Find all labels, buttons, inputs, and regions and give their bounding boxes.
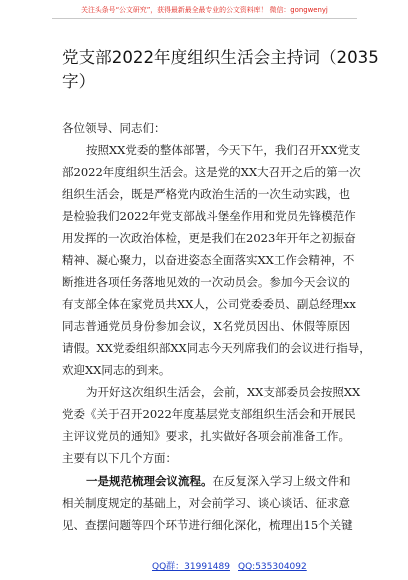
body-line: 相关制度规定的基础上，对会前学习、谈心谈话、征求意 [62,496,350,510]
body-line: 断推进各项任务落地见效的一次动员会。参加今天会议的 [62,275,350,289]
body-line: 请假。XX党委组织部XX同志今天列席我们的会议进行指导， [62,341,371,355]
footer-qq-group: QQ群：31991489 [152,562,230,572]
body-line: 党委《关于召开2022年度基层党支部组织生活会和开展民 [62,407,356,421]
body-line [86,473,350,489]
body-line: 精神、凝心聚力，以奋进姿态全面落实XX工作会精神，不 [62,253,355,267]
body-line: 是检验我们2022年党支部战斗堡垒作用和党员先锋模范作 [62,209,356,223]
section-heading: 一是规范梳理会议流程。 [86,474,213,488]
body-line: 主要有以下几个方面： [62,451,177,465]
body-line: 为开好这次组织生活会，会前，XX支部委员会按照XX [86,385,361,399]
footer-qq: QQ:535304092 [238,562,307,572]
body-line-text: 在反复深入学习上级文件和 [212,474,351,488]
document-title-line: 字） [62,72,96,91]
body-line: 欢迎XX同志的到来。 [62,363,171,377]
body-line: 按照XX党委的整体部署，今天下午，我们召开XX党支 [86,143,361,157]
body-line: 用发挥的一次政治体检，更是我们在2023年开年之初振奋 [62,231,356,245]
body-line: 见、查摆问题等四个环节进行细化深化，梳理出15个关键 [62,518,353,532]
body-line: 主评议党员的通知》要求，扎实做好各项会前准备工作。 [62,429,350,443]
document-title-line: 党支部2022年度组织生活会主持词（2035 [62,48,379,67]
body-line: 组织生活会，既是严格党内政治生活的一次生动实践，也 [62,187,350,201]
salutation: 各位领导、同志们： [62,121,166,135]
body-line: 部2022年度组织生活会。这是党的XX大召开之后的第一次 [62,165,361,179]
header-notice: 关注头条号“公文研究”，获得最新最全最专业的公文资料库！ 微信：gongwenyj [52,5,357,19]
body-line: 有支部全体在家党员共XX人，公司党委委员、副总经理xx [62,297,356,311]
body-line: 同志普通党员身份参加会议，X名党员因出、休假等原因 [62,319,350,333]
